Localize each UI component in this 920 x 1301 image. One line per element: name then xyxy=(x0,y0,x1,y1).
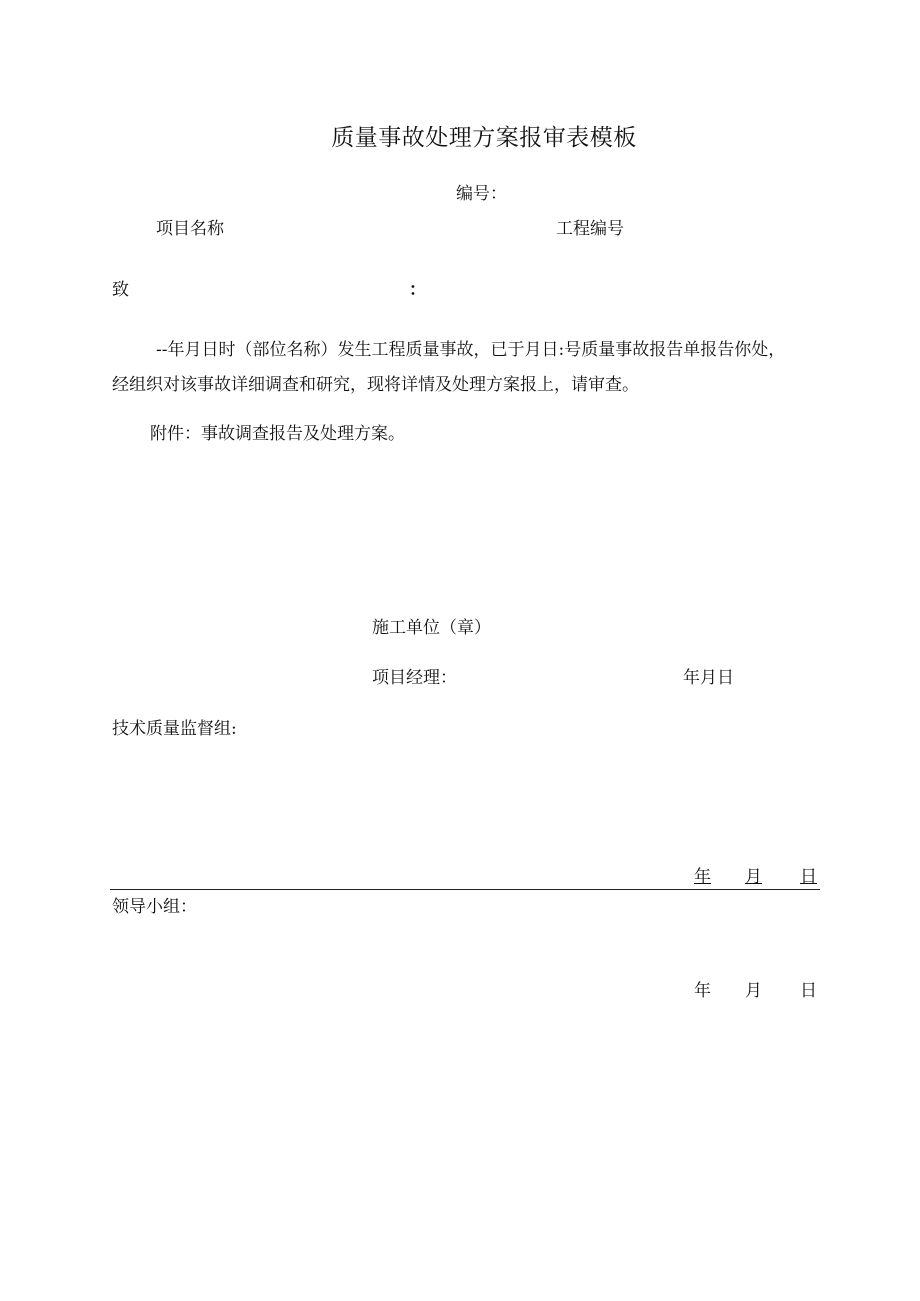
tech-date-month: 月 xyxy=(745,867,762,887)
tech-date-day: 日 xyxy=(800,867,817,887)
report-paragraph xyxy=(112,333,852,403)
leader-group-label: 领导小组： xyxy=(112,897,197,917)
attachment-note: 附件：事故调查报告及处理方案。 xyxy=(150,424,405,444)
report-paragraph-line-2: 经组织对该事故详细调查和研究，现将详情及处理方案报上，请审查。 xyxy=(112,375,639,395)
tech-quality-group-label: 技术质量监督组: xyxy=(112,719,237,739)
report-paragraph-line-1: --年月日时（部位名称）发生工程质量事故，已于月日:号质量事故报告单报告你处， xyxy=(156,340,786,360)
page-title: 质量事故处理方案报审表模板 xyxy=(331,125,637,151)
tech-group-date xyxy=(694,869,817,886)
project-name-label: 项目名称 xyxy=(156,219,224,239)
construction-unit-seal-label: 施工单位（章） xyxy=(372,618,491,638)
serial-number-label: 编号： xyxy=(456,184,507,204)
addressee-colon: ： xyxy=(409,280,426,300)
leader-date-month: 月 xyxy=(745,981,762,1001)
addressee-label: 致 xyxy=(112,280,129,300)
project-number-label: 工程编号 xyxy=(556,219,624,239)
section-divider xyxy=(110,889,820,890)
leader-date-year: 年 xyxy=(694,981,711,1001)
leader-date-day: 日 xyxy=(800,981,817,1001)
leader-group-date xyxy=(694,983,817,1000)
project-manager-date: 年月日 xyxy=(683,668,734,688)
tech-date-year: 年 xyxy=(694,867,711,887)
project-manager-label: 项目经理： xyxy=(372,668,457,688)
